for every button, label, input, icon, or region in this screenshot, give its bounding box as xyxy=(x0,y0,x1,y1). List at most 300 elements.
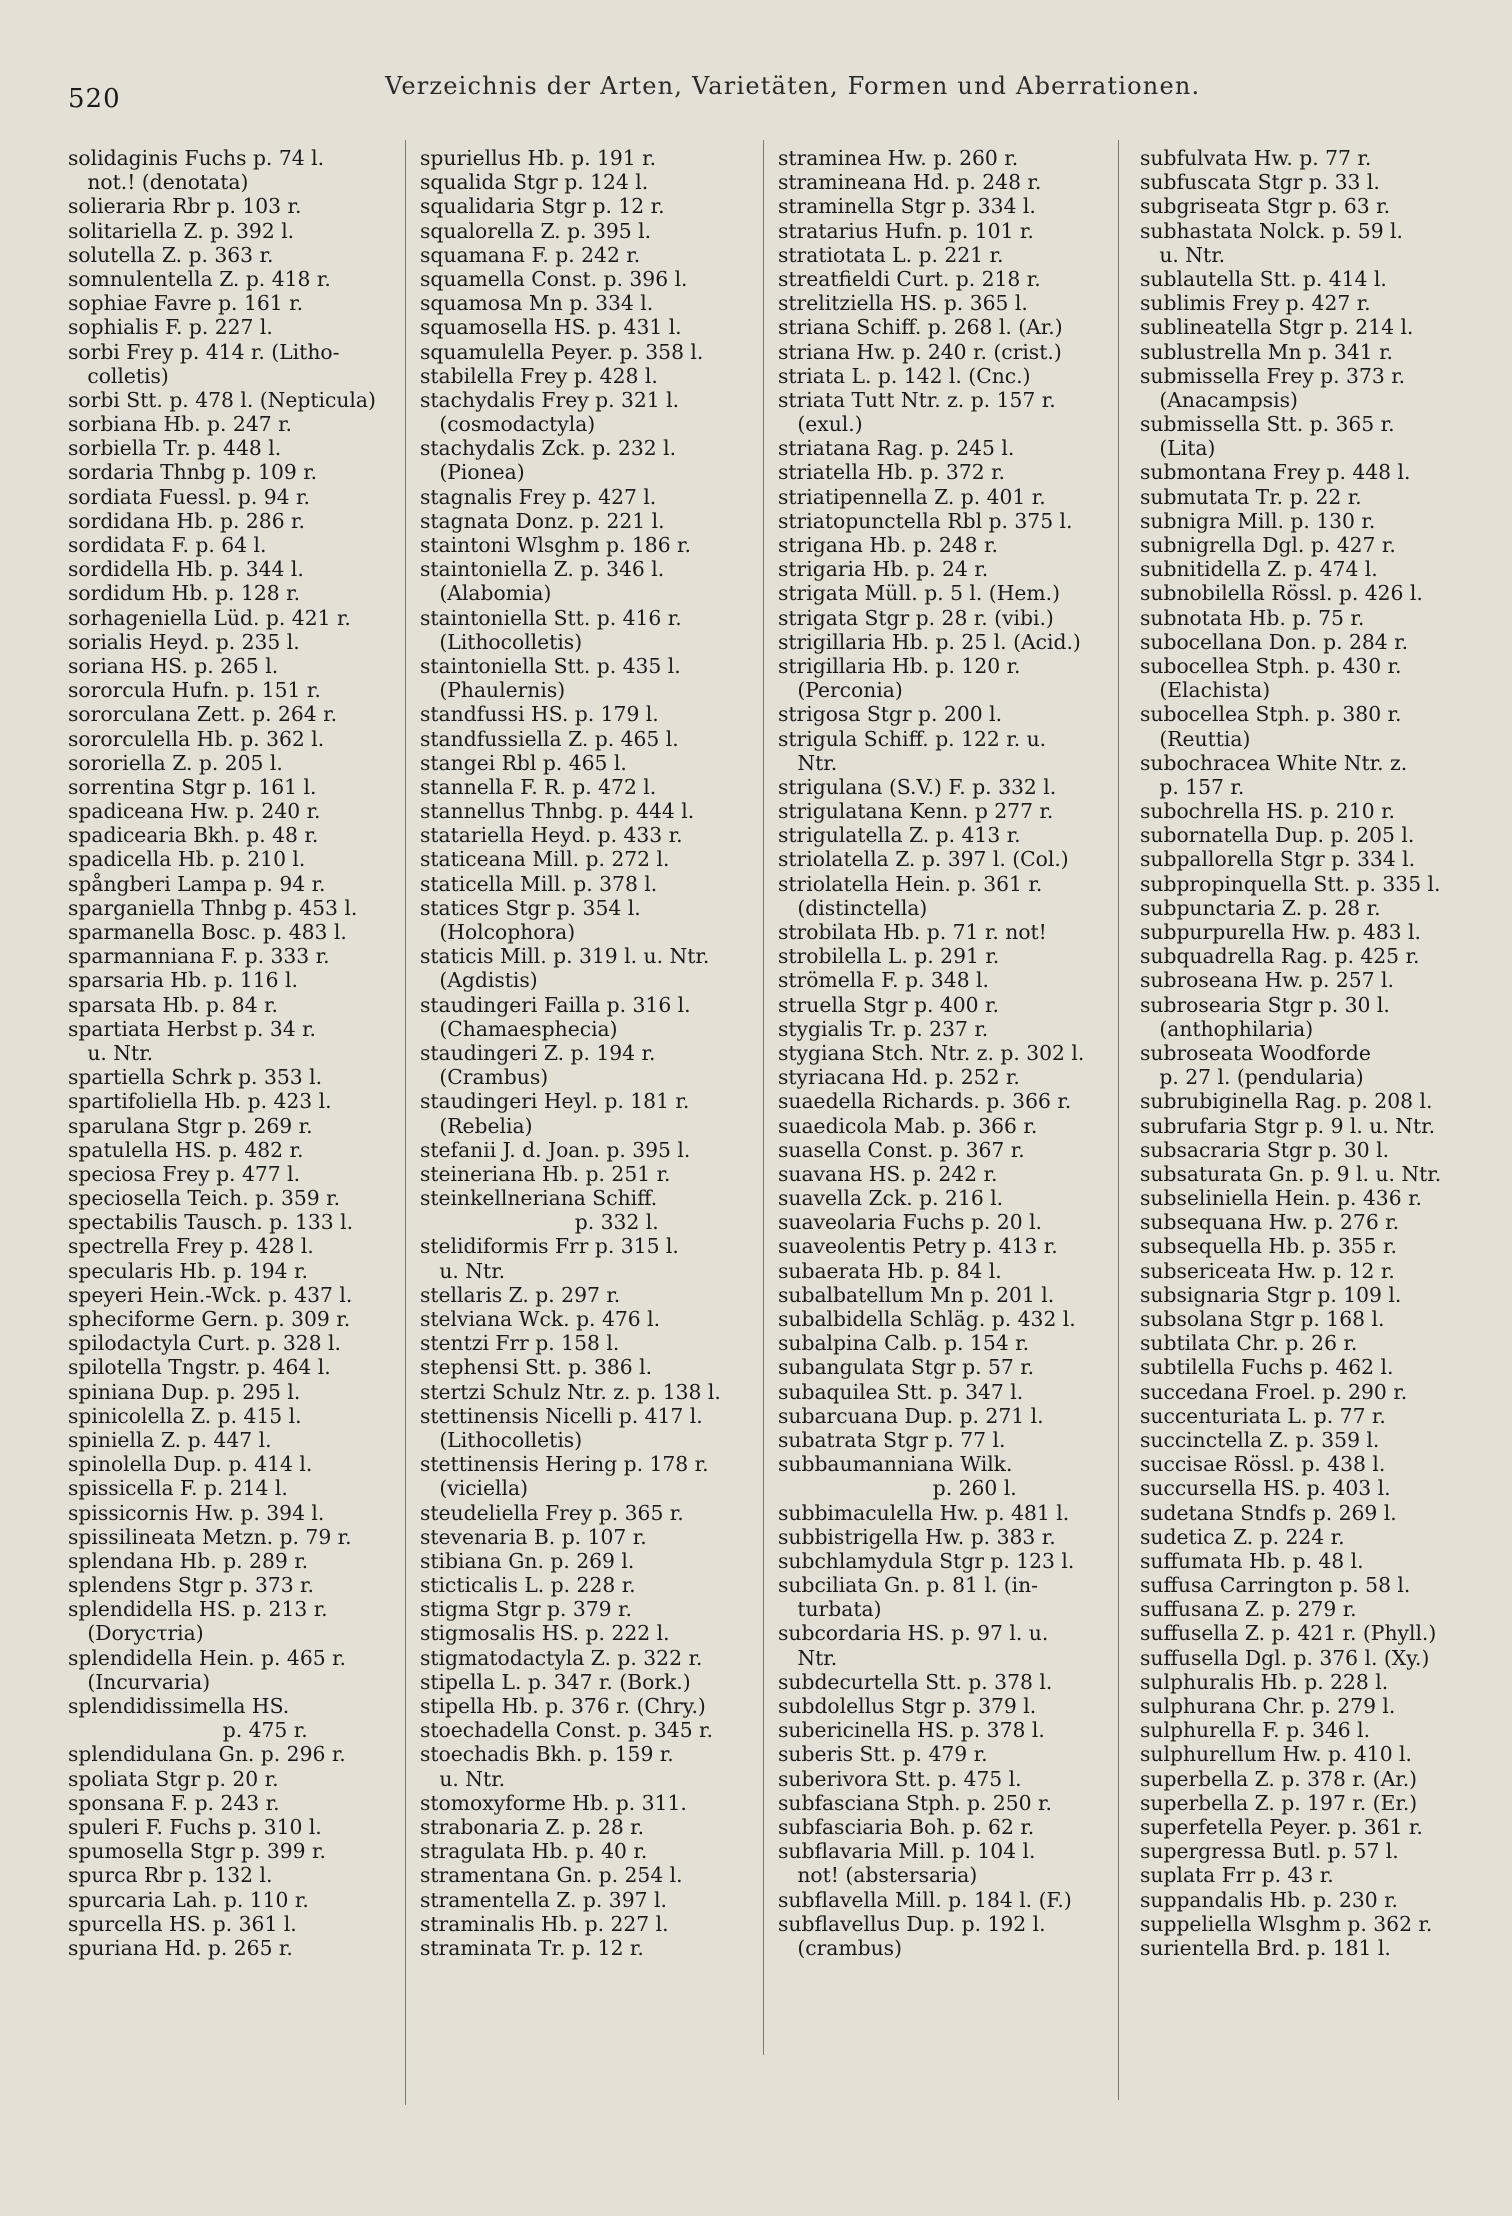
index-entry: (Elachista) xyxy=(1140,678,1271,703)
index-entry: stelidiformis Frr p. 315 l. xyxy=(420,1234,679,1259)
index-entry: u. Ntr. xyxy=(68,1040,154,1065)
index-entry: suavana HS. p. 242 r. xyxy=(778,1161,998,1186)
index-entry: stipella L. p. 347 r. (Bork.) xyxy=(420,1669,691,1694)
index-entry: strömella F. p. 348 l. xyxy=(778,968,989,993)
index-entry: (exul.) xyxy=(778,412,863,437)
index-entry: subsolana Stgr p. 168 l. xyxy=(1140,1307,1385,1331)
index-entry: subhastata Nolck. p. 59 l. xyxy=(1140,218,1403,243)
index-entry: sulphuralis Hb. p. 228 l. xyxy=(1140,1669,1389,1694)
index-entry: spissicella F. p. 214 l. xyxy=(68,1476,288,1501)
index-entry: subarcuana Dup. p. 271 l. xyxy=(778,1403,1044,1428)
index-entry: stentzi Frr p. 158 l. xyxy=(420,1331,620,1356)
index-entry: p. 157 r. xyxy=(1140,774,1245,799)
index-entry: subatrata Stgr p. 77 l. xyxy=(778,1427,1006,1452)
index-entry: superfetella Peyer. p. 361 r. xyxy=(1140,1814,1423,1839)
index-entry: sulphurana Chr. p. 279 l. xyxy=(1140,1694,1396,1718)
index-entry: staintoni Wlsghm p. 186 r. xyxy=(420,533,691,557)
index-entry: stigmatodactyla Z. p. 322 r. xyxy=(420,1645,703,1670)
index-entry: stoechadella Const. p. 345 r. xyxy=(420,1718,713,1743)
index-entry: (Holcophora) xyxy=(420,920,576,944)
index-entry: supergressa Butl. p. 57 l. xyxy=(1140,1839,1399,1864)
index-entry: sordaria Thnbg p. 109 r. xyxy=(68,460,318,485)
index-entry: struella Stgr p. 400 r. xyxy=(778,992,999,1017)
index-entry: succenturiata L. p. 77 r. xyxy=(1140,1403,1386,1428)
index-column-2 xyxy=(420,146,750,1960)
index-entry: stettinensis Hering p. 178 r. xyxy=(420,1452,709,1477)
index-entry: striatana Rag. p. 245 l. xyxy=(778,436,1015,461)
index-entry: spissilineata Metzn. p. 79 r. xyxy=(68,1524,352,1549)
index-entry: squalidaria Stgr p. 12 r. xyxy=(420,194,665,219)
index-entry: subrosearia Stgr p. 30 l. xyxy=(1140,992,1390,1017)
index-entry: squalida Stgr p. 124 l. xyxy=(420,170,649,195)
index-entry: subnitidella Z. p. 474 l. xyxy=(1140,557,1378,582)
index-entry: subangulata Stgr p. 57 r. xyxy=(778,1355,1035,1380)
index-entry: sorhageniella Lüd. p. 421 r. xyxy=(68,605,351,630)
index-entry: sordidata F. p. 64 l. xyxy=(68,533,267,557)
index-entry: subtilata Chr. p. 26 r. xyxy=(1140,1331,1358,1356)
index-entry: subnobilella Rössl. p. 426 l. xyxy=(1140,581,1423,606)
column-divider xyxy=(1118,140,1119,2100)
index-entry: stipella Hb. p. 376 r. (Chry.) xyxy=(420,1694,706,1718)
index-entry: superbella Z. p. 197 r. (Er.) xyxy=(1140,1790,1418,1815)
index-entry: sordidella Hb. p. 344 l. xyxy=(68,557,304,582)
index-entry: subflavellus Dup. p. 192 l. xyxy=(778,1911,1046,1936)
index-entry: strigana Hb. p. 248 r. xyxy=(778,533,998,557)
index-entry: suffusella Z. p. 421 r. (Phyll.) xyxy=(1140,1621,1437,1646)
index-entry: stertzi Schulz Ntr. z. p. 138 l. xyxy=(420,1379,721,1404)
index-entry: succinctella Z. p. 359 l. xyxy=(1140,1427,1380,1452)
index-entry: not! (abstersaria) xyxy=(778,1863,978,1888)
index-entry: stangei Rbl p. 465 l. xyxy=(420,750,627,775)
index-entry: steudeliella Frey p. 365 r. xyxy=(420,1500,684,1525)
index-entry: subbistrigella Hw. p. 383 r. xyxy=(778,1524,1056,1549)
index-entry: sororcula Hufn. p. 151 r. xyxy=(68,678,321,703)
index-entry: striana Schiff. p. 268 l. (Ar.) xyxy=(778,315,1063,340)
index-entry: sorialis Heyd. p. 235 l. xyxy=(68,629,300,654)
index-entry: subpropinquella Stt. p. 335 l. xyxy=(1140,871,1441,896)
index-entry: statariella Heyd. p. 433 r. xyxy=(420,823,683,848)
index-entry: subsaturata Gn. p. 9 l. u. Ntr. xyxy=(1140,1161,1442,1186)
index-entry: subsequella Hb. p. 355 r. xyxy=(1140,1234,1397,1259)
index-entry: suplata Frr p. 43 r. xyxy=(1140,1863,1334,1888)
index-entry: splendidissimella HS. xyxy=(68,1694,290,1718)
index-entry: subornatella Dup. p. 205 l. xyxy=(1140,823,1415,848)
index-column-4 xyxy=(1140,146,1480,1960)
index-entry: striatipennella Z. p. 401 r. xyxy=(778,484,1046,509)
index-entry: stratarius Hufn. p. 101 r. xyxy=(778,218,1034,243)
index-entry: splendana Hb. p. 289 r. xyxy=(68,1548,309,1573)
index-entry: subaquilea Stt. p. 347 l. xyxy=(778,1379,1024,1404)
index-entry: subfulvata Hw. p. 77 r. xyxy=(1140,146,1372,170)
index-entry: turbata) xyxy=(778,1597,882,1622)
index-entry: sordiata Fuessl. p. 94 r. xyxy=(68,484,310,509)
index-entry: suppandalis Hb. p. 230 r. xyxy=(1140,1887,1399,1912)
index-entry: not.! (denotata) xyxy=(68,170,249,195)
index-entry: (Rebelia) xyxy=(420,1113,533,1138)
index-entry: spångberi Lampa p. 94 r. xyxy=(68,871,326,896)
index-entry: sparulana Stgr p. 269 r. xyxy=(68,1113,313,1138)
index-entry: sorbiella Tr. p. 448 l. xyxy=(68,436,282,461)
index-entry: subtilella Fuchs p. 462 l. xyxy=(1140,1355,1394,1380)
index-entry: squamana F. p. 242 r. xyxy=(420,242,641,267)
running-header: Verzeichnis der Arten, Varietäten, Formen und Aberrationen. xyxy=(385,72,1201,100)
index-entry: subnotata Hb. p. 75 r. xyxy=(1140,605,1365,630)
index-entry: spiniella Z. p. 447 l. xyxy=(68,1427,272,1452)
index-entry: colletis) xyxy=(68,363,169,388)
index-entry: subflavaria Mill. p. 104 l. xyxy=(778,1839,1036,1864)
index-entry: subsignaria Stgr p. 109 l. xyxy=(1140,1282,1402,1307)
index-entry: splendidella Hein. p. 465 r. xyxy=(68,1645,346,1670)
index-entry: stefanii J. d. Joan. p. 395 l. xyxy=(420,1137,691,1162)
index-entry: subocellea Stph. p. 430 r. xyxy=(1140,653,1402,678)
index-entry: striolatella Hein. p. 361 r. xyxy=(778,871,1043,896)
index-entry: succedana Froel. p. 290 r. xyxy=(1140,1379,1408,1404)
index-entry: p. 332 l. xyxy=(420,1210,659,1235)
index-entry: spadicearia Bkh. p. 48 r. xyxy=(68,823,319,848)
index-entry: straminella Stgr p. 334 l. xyxy=(778,194,1036,219)
index-entry: sulphurella F. p. 346 l. xyxy=(1140,1718,1371,1743)
index-entry: straminalis Hb. p. 227 l. xyxy=(420,1911,669,1936)
index-entry: superbella Z. p. 378 r. (Ar.) xyxy=(1140,1766,1418,1791)
index-entry: u. Ntr. xyxy=(420,1258,506,1283)
index-entry: submissella Stt. p. 365 r. xyxy=(1140,412,1395,437)
index-entry: sparsata Hb. p. 84 r. xyxy=(68,992,278,1017)
index-entry: steineriana Hb. p. 251 r. xyxy=(420,1161,671,1186)
index-entry: (Lithocolletis) xyxy=(420,1427,583,1452)
index-entry: suavella Zck. p. 216 l. xyxy=(778,1186,1004,1211)
index-entry: subflavella Mill. p. 184 l. (F.) xyxy=(778,1887,1072,1912)
index-entry: sulphurellum Hw. p. 410 l. xyxy=(1140,1742,1412,1767)
index-entry: stephensi Stt. p. 386 l. xyxy=(420,1355,653,1380)
index-entry: sublustrella Mn p. 341 r. xyxy=(1140,339,1393,364)
index-entry: splendens Stgr p. 373 r. xyxy=(68,1573,314,1598)
index-entry: subocellea Stph. p. 380 r. xyxy=(1140,702,1402,727)
index-entry: stratiotata L. p. 221 r. xyxy=(778,242,1004,267)
index-entry: strigaria Hb. p. 24 r. xyxy=(778,557,989,582)
index-entry: p. 475 r. xyxy=(68,1718,308,1743)
index-entry: suppeliella Wlsghm p. 362 r. xyxy=(1140,1911,1433,1936)
index-entry: stannella F. R. p. 472 l. xyxy=(420,774,657,799)
index-entry: stagnalis Frey p. 427 l. xyxy=(420,484,657,509)
index-entry: staticis Mill. p. 319 l. u. Ntr. xyxy=(420,944,710,969)
index-entry: sophiae Favre p. 161 r. xyxy=(68,291,304,316)
index-entry: (Perconia) xyxy=(778,678,903,703)
index-entry: streatfieldi Curt. p. 218 r. xyxy=(778,266,1041,291)
index-entry: spissicornis Hw. p. 394 l. xyxy=(68,1500,325,1525)
index-entry: stramentana Gn. p. 254 l. xyxy=(420,1863,683,1888)
index-entry: striana Hw. p. 240 r. (crist.) xyxy=(778,339,1062,364)
index-entry: subgriseata Stgr p. 63 r. xyxy=(1140,194,1391,219)
index-entry: squamulella Peyer. p. 358 l. xyxy=(420,339,704,364)
index-entry: spilotella Tngstr. p. 464 l. xyxy=(68,1355,331,1380)
index-entry: strelitziella HS. p. 365 l. xyxy=(778,291,1028,316)
column-divider xyxy=(763,140,764,2055)
index-entry: splendidella HS. p. 213 r. xyxy=(68,1597,328,1622)
index-entry: subnigrella Dgl. p. 427 r. xyxy=(1140,533,1396,557)
index-entry: strigulatana Kenn. p 277 r. xyxy=(778,799,1054,824)
index-entry: spinicolella Z. p. 415 l. xyxy=(68,1403,302,1428)
index-entry: (anthophilaria) xyxy=(1140,1016,1314,1041)
index-entry: subciliata Gn. p. 81 l. (in- xyxy=(778,1573,1039,1598)
index-entry: subaerata Hb. p. 84 l. xyxy=(778,1258,1002,1283)
index-entry: stigma Stgr p. 379 r. xyxy=(420,1597,632,1622)
index-entry: subseliniella Hein. p. 436 r. xyxy=(1140,1186,1422,1211)
index-entry: (Agdistis) xyxy=(420,968,538,993)
index-entry: squamosa Mn p. 334 l. xyxy=(420,291,654,316)
index-entry: subsacraria Stgr p. 30 l. xyxy=(1140,1137,1390,1162)
index-entry: sparmanella Bosc. p. 483 l. xyxy=(68,920,347,944)
index-entry: subrubiginella Rag. p. 208 l. xyxy=(1140,1089,1433,1114)
index-entry: sublimis Frey p. 427 r. xyxy=(1140,291,1371,316)
index-column-3 xyxy=(778,146,1108,1960)
index-entry: subpunctaria Z. p. 28 r. xyxy=(1140,895,1381,920)
index-entry: stabilella Frey p. 428 l. xyxy=(420,363,658,388)
index-entry: (Reuttia) xyxy=(1140,726,1251,751)
index-entry: somnulentella Z. p. 418 r. xyxy=(68,266,331,291)
index-entry: sublautella Stt. p. 414 l. xyxy=(1140,266,1387,291)
index-entry: (Lithocolletis) xyxy=(420,629,583,654)
index-entry: (crambus) xyxy=(778,1935,902,1960)
index-entry: strigulatella Z. p. 413 r. xyxy=(778,823,1021,848)
index-entry: suffusana Z. p. 279 r. xyxy=(1140,1597,1357,1622)
index-entry: stygiana Stch. Ntr. z. p. 302 l. xyxy=(778,1040,1085,1065)
index-entry: suffumata Hb. p. 48 l. xyxy=(1140,1548,1364,1573)
index-entry: subbaumanniana Wilk. xyxy=(778,1452,1013,1477)
index-entry: speciosella Teich. p. 359 r. xyxy=(68,1186,341,1211)
index-entry: subchlamydula Stgr p. 123 l. xyxy=(778,1548,1075,1573)
index-entry: speciosa Frey p. 477 l. xyxy=(68,1161,301,1186)
index-entry: sorbiana Hb. p. 247 r. xyxy=(68,412,292,437)
index-entry: spurcaria Lah. p. 110 r. xyxy=(68,1887,309,1912)
index-entry: strigillaria Hb. p. 120 r. xyxy=(778,653,1021,678)
index-entry: sticticalis L. p. 228 r. xyxy=(420,1573,636,1598)
index-entry: solidaginis Fuchs p. 74 l. xyxy=(68,146,325,170)
index-entry: spoliata Stgr p. 20 r. xyxy=(68,1766,279,1791)
index-entry: sororiella Z. p. 205 l. xyxy=(68,750,283,775)
index-entry: squamosella HS. p. 431 l. xyxy=(420,315,682,340)
index-entry: sorbi Stt. p. 478 l. (Nepticula) xyxy=(68,387,376,412)
index-entry: suaveolaria Fuchs p. 20 l. xyxy=(778,1210,1043,1235)
index-entry: stigmosalis HS. p. 222 l. xyxy=(420,1621,670,1646)
index-entry: straminata Tr. p. 12 r. xyxy=(420,1935,644,1960)
index-entry: (viciella) xyxy=(420,1476,529,1501)
index-entry: spartiella Schrk p. 353 l. xyxy=(68,1065,323,1090)
index-entry: stellaris Z. p. 297 r. xyxy=(420,1282,621,1307)
index-entry: stachydalis Zck. p. 232 l. xyxy=(420,436,677,461)
index-entry: spartiata Herbst p. 34 r. xyxy=(68,1016,317,1041)
index-entry: soriana HS. p. 265 l. xyxy=(68,653,279,678)
index-entry: subochrella HS. p. 210 r. xyxy=(1140,799,1395,824)
index-entry: spiniana Dup. p. 295 l. xyxy=(68,1379,301,1404)
index-entry: staticella Mill. p. 378 l. xyxy=(420,871,658,896)
index-entry: strobilella L. p. 291 r. xyxy=(778,944,1000,969)
index-entry: (Pionea) xyxy=(420,460,525,485)
index-entry: (distinctella) xyxy=(778,895,928,920)
index-entry: spatulella HS. p. 482 r. xyxy=(68,1137,304,1162)
index-entry: subalpina Calb. p. 154 r. xyxy=(778,1331,1030,1356)
index-entry: sophialis F. p. 227 l. xyxy=(68,315,273,340)
index-entry: stomoxyforme Hb. p. 311. xyxy=(420,1790,687,1815)
index-entry: strabonaria Z. p. 28 r. xyxy=(420,1814,645,1839)
index-entry: subochracea White Ntr. z. xyxy=(1140,750,1408,775)
index-entry: spuriana Hd. p. 265 r. xyxy=(68,1935,293,1960)
index-entry: subpallorella Stgr p. 334 l. xyxy=(1140,847,1416,872)
index-entry: strigillaria Hb. p. 25 l. (Acid.) xyxy=(778,629,1081,654)
index-entry: subroseana Hw. p. 257 l. xyxy=(1140,968,1394,993)
index-entry: spumosella Stgr p. 399 r. xyxy=(68,1839,326,1864)
index-entry: (Anacampsis) xyxy=(1140,387,1298,412)
index-entry: subfasciaria Boh. p. 62 r. xyxy=(778,1814,1035,1839)
index-entry: stachydalis Frey p. 321 l. xyxy=(420,387,680,412)
index-entry: stragulata Hb. p. 40 r. xyxy=(420,1839,648,1864)
index-entry: subsequana Hw. p. 276 r. xyxy=(1140,1210,1400,1235)
index-entry: Ntr. xyxy=(778,1645,838,1670)
index-entry: strigula Schiff. p. 122 r. u. xyxy=(778,726,1047,751)
index-entry: stettinensis Nicelli p. 417 l. xyxy=(420,1403,703,1428)
index-entry: submissella Frey p. 373 r. xyxy=(1140,363,1406,388)
index-entry: striata Tutt Ntr. z. p. 157 r. xyxy=(778,387,1056,412)
index-entry: subalbatellum Mn p. 201 l. xyxy=(778,1282,1055,1307)
index-entry: spartifoliella Hb. p. 423 l. xyxy=(68,1089,332,1114)
index-entry: subcordaria HS. p. 97 l. u. xyxy=(778,1621,1049,1646)
index-entry: submutata Tr. p. 22 r. xyxy=(1140,484,1362,509)
index-entry: striatopunctella Rbl p. 375 l. xyxy=(778,508,1073,533)
index-entry: spuriellus Hb. p. 191 r. xyxy=(420,146,657,170)
index-entry: splendidulana Gn. p. 296 r. xyxy=(68,1742,346,1767)
index-column-1 xyxy=(68,146,386,1960)
index-entry: subsericeata Hw. p. 12 r. xyxy=(1140,1258,1395,1283)
index-entry: striolatella Z. p. 397 l. (Col.) xyxy=(778,847,1069,872)
index-entry: suberis Stt. p. 479 r. xyxy=(778,1742,988,1767)
index-entry: strigata Müll. p. 5 l. (Hem.) xyxy=(778,581,1060,606)
index-entry: staudingeri Heyl. p. 181 r. xyxy=(420,1089,690,1114)
index-entry: statices Stgr p. 354 l. xyxy=(420,895,641,920)
index-entry: strigulana (S.V.) F. p. 332 l. xyxy=(778,774,1057,799)
index-entry: sponsana F. p. 243 r. xyxy=(68,1790,280,1815)
index-entry: stannellus Thnbg. p. 444 l. xyxy=(420,799,695,824)
index-entry: spectabilis Tausch. p. 133 l. xyxy=(68,1210,354,1235)
index-entry: subfasciana Stph. p. 250 r. xyxy=(778,1790,1052,1815)
index-entry: speyeri Hein.-Wck. p. 437 l. xyxy=(68,1282,353,1307)
index-entry: u. Ntr. xyxy=(1140,242,1226,267)
index-entry: stelviana Wck. p. 476 l. xyxy=(420,1307,661,1331)
index-entry: squalorella Z. p. 395 l. xyxy=(420,218,652,243)
index-entry: (Crambus) xyxy=(420,1065,549,1090)
index-entry: suasella Const. p. 367 r. xyxy=(778,1137,1025,1162)
index-entry: Ntr. xyxy=(778,750,838,775)
index-entry: subalbidella Schläg. p. 432 l. xyxy=(778,1307,1076,1331)
index-entry: stramineana Hd. p. 248 r. xyxy=(778,170,1042,195)
index-entry: strigosa Stgr p. 200 l. xyxy=(778,702,1003,727)
index-entry: subericinella HS. p. 378 l. xyxy=(778,1718,1045,1743)
index-entry: succursella HS. p. 403 l. xyxy=(1140,1476,1391,1501)
index-entry: (Phaulernis) xyxy=(420,678,566,703)
index-entry: subdecurtella Stt. p. 378 l. xyxy=(778,1669,1053,1694)
index-entry: spilodactyla Curt. p. 328 l. xyxy=(68,1331,341,1356)
index-entry: spinolella Dup. p. 414 l. xyxy=(68,1452,313,1477)
index-entry: (cosmodactyla) xyxy=(420,412,596,437)
index-entry: p. 27 l. (pendularia) xyxy=(1140,1065,1364,1090)
index-entry: staticeana Mill. p. 272 l. xyxy=(420,847,670,872)
index-entry: staudingeri Z. p. 194 r. xyxy=(420,1040,656,1065)
index-entry: suaveolentis Petry p. 413 r. xyxy=(778,1234,1058,1259)
index-entry: spheciforme Gern. p. 309 r. xyxy=(68,1307,351,1331)
index-entry: sparganiella Thnbg p. 453 l. xyxy=(68,895,358,920)
index-entry: spectrella Frey p. 428 l. xyxy=(68,1234,314,1259)
index-entry: stibiana Gn. p. 269 l. xyxy=(420,1548,635,1573)
index-entry: solieraria Rbr p. 103 r. xyxy=(68,194,302,219)
index-entry: (Lita) xyxy=(1140,436,1216,461)
index-entry: succisae Rössl. p. 438 l. xyxy=(1140,1452,1386,1477)
index-entry: spurca Rbr p. 132 l. xyxy=(68,1863,273,1888)
index-entry: subfuscata Stgr p. 33 l. xyxy=(1140,170,1380,195)
page-number: 520 xyxy=(68,84,121,114)
index-entry: surientella Brd. p. 181 l. xyxy=(1140,1935,1391,1960)
index-entry: sordidum Hb. p. 128 r. xyxy=(68,581,301,606)
index-entry: suffusella Dgl. p. 376 l. (Xy.) xyxy=(1140,1645,1430,1670)
index-entry: sororculella Hb. p. 362 l. xyxy=(68,726,325,751)
index-entry: (Alabomia) xyxy=(420,581,552,606)
index-entry: suberivora Stt. p. 475 l. xyxy=(778,1766,1022,1791)
index-entry: solutella Z. p. 363 r. xyxy=(68,242,274,267)
index-entry: staintoniella Z. p. 346 l. xyxy=(420,557,665,582)
index-entry: specularis Hb. p. 194 r. xyxy=(68,1258,308,1283)
index-entry: spurcella HS. p. 361 l. xyxy=(68,1911,297,1936)
column-divider xyxy=(405,140,406,2105)
index-entry: staintoniella Stt. p. 435 l. xyxy=(420,653,681,678)
index-entry: styriacana Hd. p. 252 r. xyxy=(778,1065,1020,1090)
index-entry: (Chamaesphecia) xyxy=(420,1016,618,1041)
index-entry: subrufaria Stgr p. 9 l. u. Ntr. xyxy=(1140,1113,1436,1138)
index-entry: standfussi HS. p. 179 l. xyxy=(420,702,659,727)
index-entry: spadicella Hb. p. 210 l. xyxy=(68,847,306,872)
index-entry: subquadrella Rag. p. 425 r. xyxy=(1140,944,1420,969)
index-entry: suaedella Richards. p. 366 r. xyxy=(778,1089,1072,1114)
index-entry: subroseata Woodforde xyxy=(1140,1040,1371,1065)
index-entry: strobilata Hb. p. 71 r. not! xyxy=(778,920,1047,944)
index-entry: stevenaria B. p. 107 r. xyxy=(420,1524,647,1549)
index-entry: striatella Hb. p. 372 r. xyxy=(778,460,1006,485)
index-entry: sororculana Zett. p. 264 r. xyxy=(68,702,338,727)
index-entry: sudetica Z. p. 224 r. xyxy=(1140,1524,1345,1549)
index-entry: suaedicola Mab. p. 366 r. xyxy=(778,1113,1038,1138)
index-entry: staintoniella Stt. p. 416 r. xyxy=(420,605,682,630)
index-entry: u. Ntr. xyxy=(420,1766,506,1791)
index-entry: (Incurvaria) xyxy=(68,1669,211,1694)
index-entry: (Dorycτria) xyxy=(68,1621,204,1646)
index-entry: sublineatella Stgr p. 214 l. xyxy=(1140,315,1414,340)
index-entry: strigata Stgr p. 28 r. (vibi.) xyxy=(778,605,1054,630)
index-entry: spuleri F. Fuchs p. 310 l. xyxy=(68,1814,322,1839)
index-entry: sordidana Hb. p. 286 r. xyxy=(68,508,305,533)
index-entry: sparsaria Hb. p. 116 l. xyxy=(68,968,298,993)
index-entry: solitariella Z. p. 392 l. xyxy=(68,218,295,243)
index-entry: subnigra Mill. p. 130 r. xyxy=(1140,508,1376,533)
index-entry: stygialis Tr. p. 237 r. xyxy=(778,1016,989,1041)
index-entry: sorrentina Stgr p. 161 l. xyxy=(68,774,317,799)
index-entry: squamella Const. p. 396 l. xyxy=(420,266,688,291)
index-entry: suffusa Carrington p. 58 l. xyxy=(1140,1573,1411,1598)
index-entry: p. 260 l. xyxy=(778,1476,1017,1501)
index-entry: steinkellneriana Schiff. xyxy=(420,1186,658,1211)
index-entry: subocellana Don. p. 284 r. xyxy=(1140,629,1409,654)
index-entry: subpurpurella Hw. p. 483 l. xyxy=(1140,920,1421,944)
index-entry: striata L. p. 142 l. (Cnc.) xyxy=(778,363,1031,388)
index-entry: staudingeri Failla p. 316 l. xyxy=(420,992,691,1017)
index-entry: straminea Hw. p. 260 r. xyxy=(778,146,1019,170)
index-entry: standfussiella Z. p. 465 l. xyxy=(420,726,679,751)
index-entry: stramentella Z. p. 397 l. xyxy=(420,1887,667,1912)
